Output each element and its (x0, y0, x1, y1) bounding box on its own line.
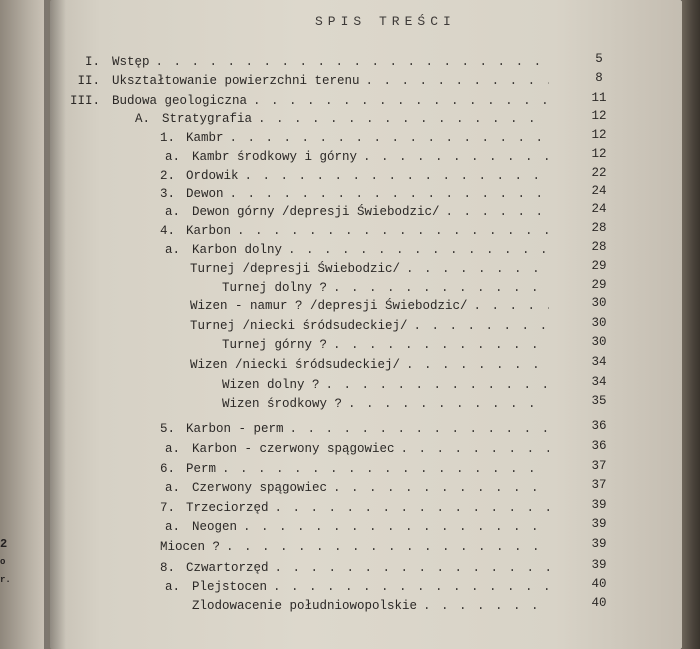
toc-entry-label: Karbon - czerwony spągowiec (192, 442, 395, 456)
toc-leader-dots (406, 260, 549, 278)
toc-entry-label: Dewon górny /depresji Świebodzic/ (192, 205, 440, 219)
toc-leader-dots (414, 317, 549, 335)
toc-entry (222, 395, 555, 413)
toc-entry-label: Stratygrafia (162, 112, 253, 126)
toc-entry-label: Wizen /niecki śródsudeckiej/ (190, 358, 401, 372)
toc-leader-dots (275, 499, 549, 517)
toc-entry (140, 518, 555, 536)
toc-entry-number: II. (77, 74, 100, 88)
toc-entry-number: a. (164, 243, 180, 257)
toc-entry-page-number: 37 (591, 459, 607, 473)
toc-entry (110, 110, 555, 128)
toc-entry (135, 185, 555, 203)
toc-entry-number: 8. (159, 561, 175, 575)
toc-entry-label: Ukształtowanie powierzchni terenu (112, 74, 360, 88)
toc-entry (135, 222, 555, 240)
toc-entry-number: 5. (159, 422, 175, 436)
toc-entry-page-number: 12 (591, 147, 607, 161)
left-page-fragment: 2 (0, 537, 8, 551)
toc-leader-dots (333, 479, 549, 497)
toc-entry-page-number: 5 (595, 52, 603, 66)
toc-entry-label: Budowa geologiczna (112, 94, 248, 108)
toc-entry-label: Turnej górny ? (222, 338, 328, 352)
toc-entry (140, 148, 555, 166)
toc-entry-number: 1. (159, 131, 175, 145)
toc-entry (135, 499, 555, 517)
toc-entry-number: III. (69, 94, 100, 108)
toc-entry (190, 260, 555, 278)
toc-leader-dots (222, 460, 549, 478)
toc-entry-page-number: 22 (591, 166, 607, 180)
toc-entry-label: Kambr środkowy i górny (192, 150, 358, 164)
document-page (50, 0, 682, 649)
toc-entry-label: Karbon dolny (192, 243, 283, 257)
toc-entry-label: Wstęp (112, 55, 150, 69)
toc-entry-page-number: 28 (591, 221, 607, 235)
toc-entry-number: A. (134, 112, 150, 126)
toc-entry-page-number: 11 (591, 91, 607, 105)
toc-entry-page-number: 12 (591, 128, 607, 142)
toc-entry-number: 2. (159, 169, 175, 183)
toc-entry-number: 7. (159, 501, 175, 515)
toc-entry (60, 72, 555, 90)
toc-entry-page-number: 35 (591, 394, 607, 408)
toc-entry-page-number: 8 (595, 71, 603, 85)
toc-leader-dots (474, 297, 549, 315)
toc-leader-dots (406, 356, 549, 374)
toc-leader-dots (258, 110, 549, 128)
toc-entry-label: Trzeciorzęd (186, 501, 269, 515)
toc-entry-number: a. (164, 520, 180, 534)
toc-entry-page-number: 24 (591, 202, 607, 216)
book-gutter-shadow (44, 0, 66, 649)
toc-entry-label: Turnej /depresji Świebodzic/ (190, 262, 401, 276)
toc-entry-label: Dewon (186, 187, 224, 201)
toc-entry-label: Czerwony spągowiec (192, 481, 328, 495)
toc-entry (192, 597, 555, 615)
toc-entry-page-number: 37 (591, 478, 607, 492)
toc-leader-dots (290, 420, 549, 438)
toc-entry (135, 460, 555, 478)
toc-leader-dots (237, 222, 549, 240)
toc-entry-label: Karbon (186, 224, 232, 238)
toc-entry-label: Turnej dolny ? (222, 281, 328, 295)
toc-entry-page-number: 34 (591, 355, 607, 369)
right-page-edge (682, 0, 700, 649)
toc-entry-page-number: 12 (591, 109, 607, 123)
toc-entry-number: a. (164, 442, 180, 456)
toc-leader-dots (333, 279, 549, 297)
toc-leader-dots (446, 203, 549, 221)
toc-entry-page-number: 36 (591, 419, 607, 433)
toc-entry (222, 336, 555, 354)
toc-entry-number: 6. (159, 462, 175, 476)
toc-entry (135, 420, 555, 438)
toc-entry-label: Perm (186, 462, 217, 476)
toc-entry-page-number: 36 (591, 439, 607, 453)
toc-entry-number: I. (84, 55, 100, 69)
toc-leader-dots (253, 92, 549, 110)
toc-entry-number: 4. (159, 224, 175, 238)
toc-entry-label: Ordowik (186, 169, 239, 183)
toc-entry-number: a. (164, 580, 180, 594)
toc-entry-label: Turnej /niecki śródsudeckiej/ (190, 319, 408, 333)
toc-entry (190, 317, 555, 335)
toc-entry (135, 559, 555, 577)
toc-entry (190, 297, 555, 315)
toc-leader-dots (326, 376, 549, 394)
toc-entry-page-number: 30 (591, 335, 607, 349)
toc-entry (140, 479, 555, 497)
toc-entry (222, 279, 555, 297)
toc-leader-dots (156, 53, 549, 71)
toc-entry-page-number: 40 (591, 577, 607, 591)
toc-entry-number: a. (164, 150, 180, 164)
toc-leader-dots (245, 167, 549, 185)
toc-entry (140, 578, 555, 596)
toc-entry-page-number: 28 (591, 240, 607, 254)
toc-entry-page-number: 29 (591, 259, 607, 273)
toc-entry (135, 167, 555, 185)
toc-leader-dots (230, 129, 549, 147)
toc-entry-page-number: 30 (591, 296, 607, 310)
toc-entry-page-number: 39 (591, 498, 607, 512)
toc-entry (60, 53, 555, 71)
toc-entry-page-number: 29 (591, 278, 607, 292)
toc-entry-number: 3. (159, 187, 175, 201)
toc-entry-label: Wizen środkowy ? (222, 397, 343, 411)
toc-leader-dots (230, 185, 549, 203)
toc-entry (160, 538, 555, 556)
toc-entry-label: Kambr (186, 131, 224, 145)
toc-entry-label: Karbon - perm (186, 422, 284, 436)
toc-entry (190, 356, 555, 374)
toc-entry-page-number: 24 (591, 184, 607, 198)
toc-entry-label: Czwartorzęd (186, 561, 269, 575)
page-title: SPIS TREŚCI (315, 14, 456, 29)
toc-entry-page-number: 30 (591, 316, 607, 330)
left-page-fragment: o (0, 557, 6, 567)
toc-entry-label: Wizen - namur ? /depresji Świebodzic/ (190, 299, 468, 313)
toc-leader-dots (288, 241, 549, 259)
toc-leader-dots (366, 72, 549, 90)
toc-leader-dots (275, 559, 549, 577)
toc-leader-dots (423, 597, 549, 615)
toc-entry-number: a. (164, 481, 180, 495)
toc-entry-label: Miocen ? (160, 540, 221, 554)
toc-entry-label: Zlodowacenie południowopolskie (192, 599, 418, 613)
toc-leader-dots (401, 440, 549, 458)
toc-entry-label: Wizen dolny ? (222, 378, 320, 392)
toc-entry-page-number: 39 (591, 558, 607, 572)
toc-entry (222, 376, 555, 394)
toc-entry (140, 203, 555, 221)
toc-entry (60, 92, 555, 110)
toc-entry-label: Neogen (192, 520, 238, 534)
toc-leader-dots (333, 336, 549, 354)
toc-entry-page-number: 40 (591, 596, 607, 610)
toc-entry-number: a. (164, 205, 180, 219)
toc-leader-dots (226, 538, 549, 556)
toc-entry (135, 129, 555, 147)
toc-entry-page-number: 39 (591, 537, 607, 551)
toc-entry-page-number: 39 (591, 517, 607, 531)
toc-entry-page-number: 34 (591, 375, 607, 389)
toc-entry (140, 440, 555, 458)
left-page-fragment: r. (0, 575, 11, 585)
toc-leader-dots (273, 578, 549, 596)
toc-leader-dots (363, 148, 549, 166)
toc-leader-dots (243, 518, 549, 536)
toc-entry-label: Plejstocen (192, 580, 268, 594)
toc-leader-dots (348, 395, 549, 413)
toc-entry (140, 241, 555, 259)
